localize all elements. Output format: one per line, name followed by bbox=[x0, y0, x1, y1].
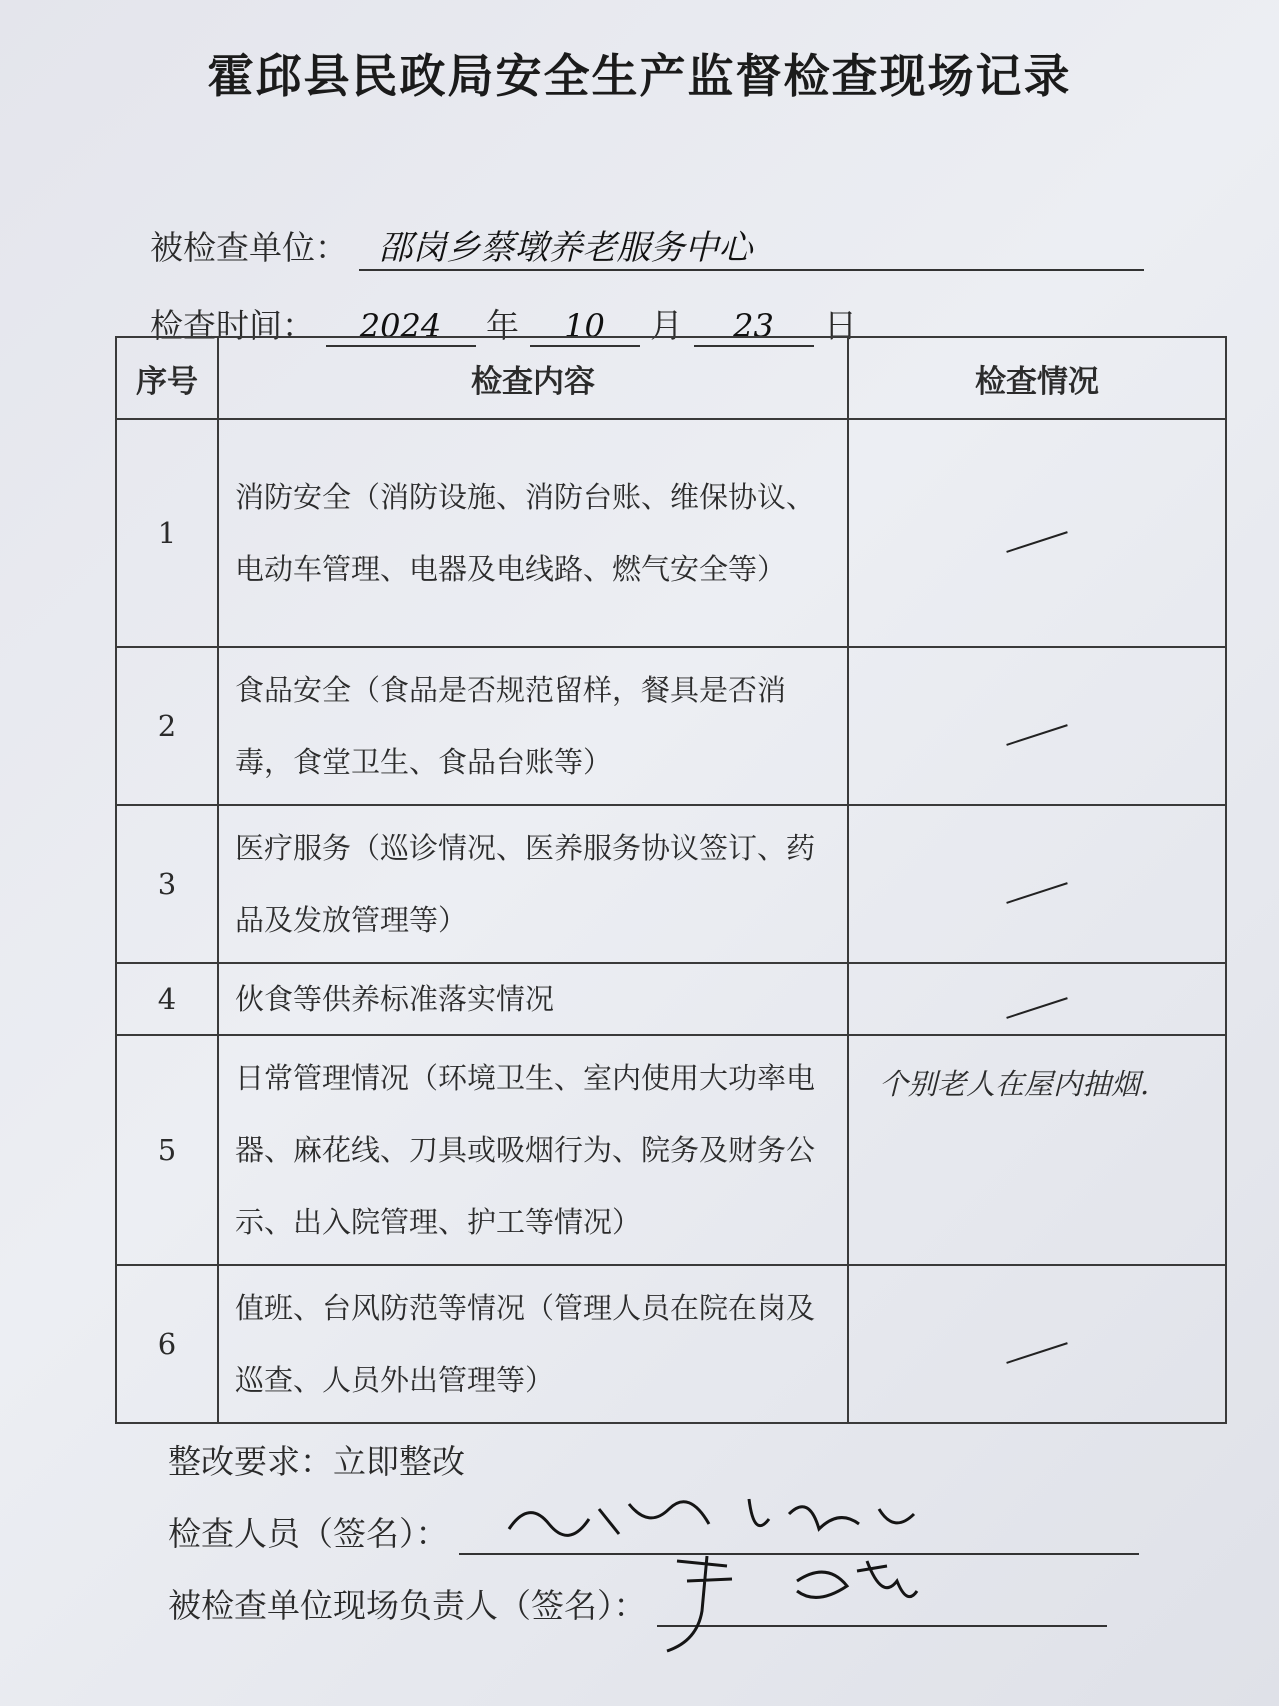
row-content: 医疗服务（巡诊情况、医养服务协议签订、药品及发放管理等） bbox=[218, 805, 848, 963]
header-result: 检查情况 bbox=[848, 337, 1226, 419]
row-result bbox=[848, 419, 1226, 647]
row-index: 2 bbox=[116, 647, 218, 805]
table-header-row bbox=[116, 337, 1226, 419]
row-index: 6 bbox=[116, 1265, 218, 1423]
inspected-unit-value: 邵岗乡蔡墩养老服务中心 bbox=[359, 220, 1144, 271]
row-content: 食品安全（食品是否规范留样，餐具是否消毒，食堂卫生、食品台账等） bbox=[218, 647, 848, 805]
row-result bbox=[848, 805, 1226, 963]
inspection-month: 10 bbox=[530, 307, 640, 347]
inspectors-field bbox=[168, 1508, 1139, 1555]
inspected-unit-label: 被检查单位： bbox=[150, 228, 348, 267]
month-unit: 月 bbox=[650, 306, 683, 345]
table-row bbox=[116, 963, 1226, 1035]
dash-mark-icon bbox=[1006, 531, 1067, 553]
inspection-date-label: 检查时间： bbox=[150, 306, 315, 345]
row-content: 值班、台风防范等情况（管理人员在院在岗及巡查、人员外出管理等） bbox=[218, 1265, 848, 1423]
row-content: 日常管理情况（环境卫生、室内使用大功率电器、麻花线、刀具或吸烟行为、院务及财务公示、出入院管理、护工等情况） bbox=[218, 1035, 848, 1265]
leader-signature-icon bbox=[657, 1551, 957, 1661]
inspection-day: 23 bbox=[694, 307, 814, 347]
row-content: 消防安全（消防设施、消防台账、维保协议、电动车管理、电器及电线路、燃气安全等） bbox=[218, 419, 848, 647]
row-result bbox=[848, 1265, 1226, 1423]
row-result bbox=[848, 963, 1226, 1035]
dash-mark-icon bbox=[1006, 724, 1067, 746]
rectification-value: 立即整改 bbox=[333, 1442, 465, 1481]
table-row bbox=[116, 1265, 1226, 1423]
table-row bbox=[116, 805, 1226, 963]
row-index: 4 bbox=[116, 963, 218, 1035]
row-index: 3 bbox=[116, 805, 218, 963]
inspected-unit-field bbox=[150, 220, 1144, 271]
row-content: 伙食等供养标准落实情况 bbox=[218, 963, 848, 1035]
dash-mark-icon bbox=[1006, 1342, 1067, 1364]
dash-mark-icon bbox=[1006, 997, 1067, 1019]
inspectors-label: 检查人员（签名）： bbox=[168, 1514, 449, 1553]
inspector-signature-icon bbox=[499, 1489, 939, 1549]
header-index: 序号 bbox=[116, 337, 218, 419]
unit-leader-signature bbox=[657, 1591, 1107, 1627]
rectification-label: 整改要求： bbox=[168, 1442, 333, 1481]
row-index: 1 bbox=[116, 419, 218, 647]
day-unit: 日 bbox=[824, 306, 857, 345]
table-row bbox=[116, 419, 1226, 647]
unit-leader-label: 被检查单位现场负责人（签名）： bbox=[168, 1586, 647, 1625]
row-index: 5 bbox=[116, 1035, 218, 1265]
dash-mark-icon bbox=[1006, 882, 1067, 904]
row-result bbox=[848, 647, 1226, 805]
header-content: 检查内容 bbox=[218, 337, 848, 419]
table-row bbox=[116, 647, 1226, 805]
inspection-year: 2024 bbox=[326, 307, 476, 347]
row-result-note: 个别老人在屋内抽烟. bbox=[848, 1035, 1226, 1265]
inspectors-signature bbox=[459, 1519, 1139, 1555]
inspection-table bbox=[115, 336, 1227, 1424]
year-unit: 年 bbox=[486, 306, 519, 345]
table-row bbox=[116, 1035, 1226, 1265]
unit-leader-field bbox=[168, 1580, 1107, 1627]
document-title: 霍邱县民政局安全生产监督检查现场记录 bbox=[207, 49, 1072, 103]
rectification-field bbox=[168, 1436, 465, 1483]
